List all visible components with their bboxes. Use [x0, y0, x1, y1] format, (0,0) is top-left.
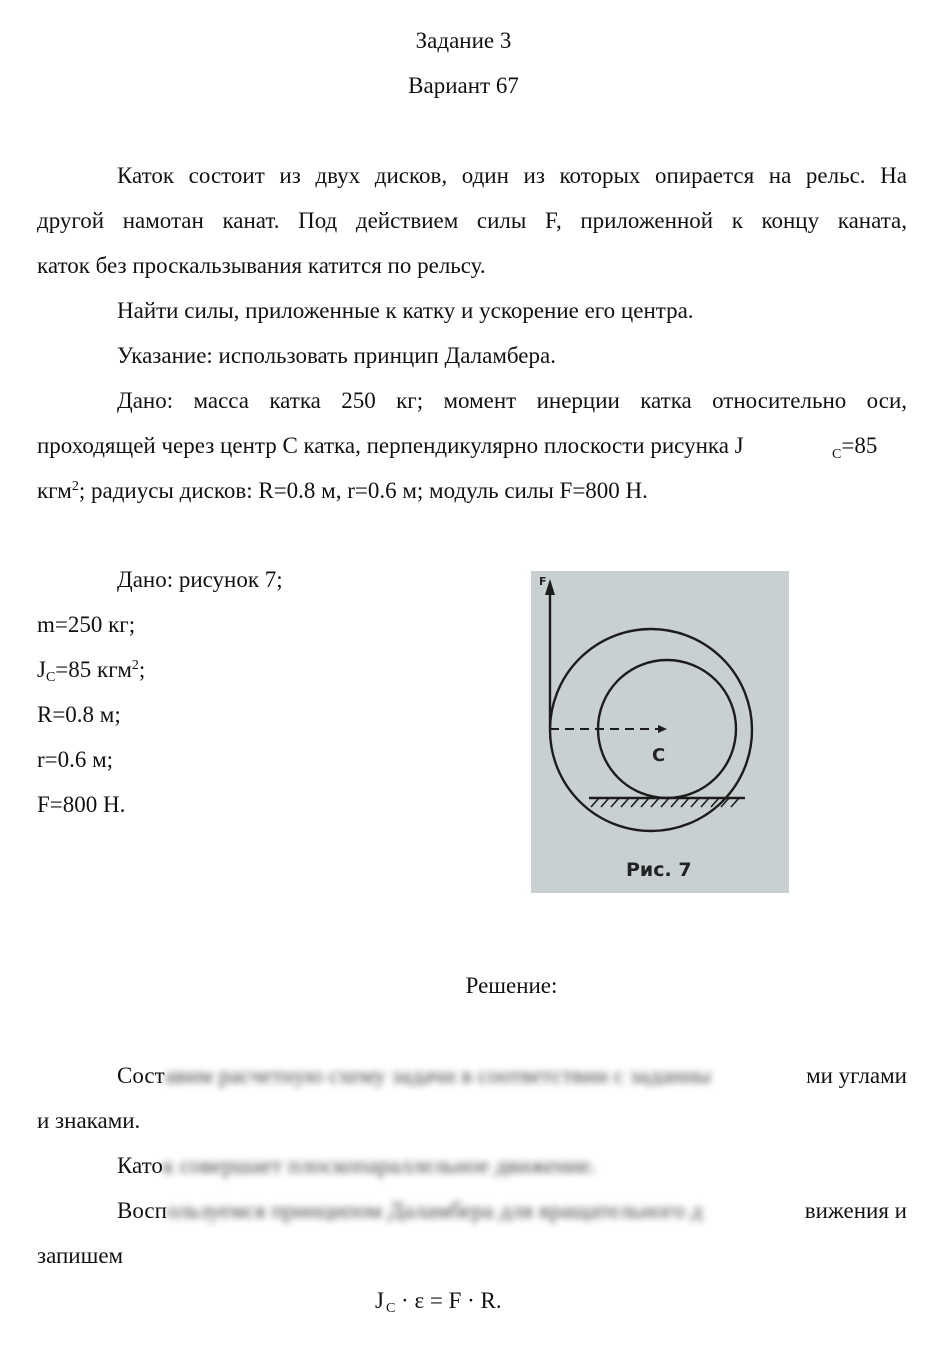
given-j: J	[37, 657, 46, 682]
solution-line-2: и знаками.	[37, 1108, 141, 1133]
problem-hint: Указание: использовать принцип Даламбера.	[117, 343, 556, 368]
problem-given-line-2	[37, 433, 907, 462]
dashed-arrow-head	[658, 725, 667, 733]
jc-subscript: C	[832, 447, 842, 462]
given-big-radius: R=0.8 м;	[37, 702, 121, 727]
figure-caption: Рис. 7	[626, 859, 692, 881]
solution-line-3-start: Като	[117, 1153, 163, 1178]
equation-rest: · ε = F · R.	[395, 1288, 502, 1313]
problem-line-2: другой намотан канат. Под действием силы F, приложенной к концу каната,	[37, 208, 907, 233]
solution-heading: Решение:	[465, 973, 558, 998]
solution-line-1-blurred: авим расчетную схему задачи в соответствии с заданны	[164, 1063, 711, 1088]
solution-line-4-end: вижения и	[804, 1198, 907, 1223]
given-figure-ref: Дано: рисунок 7;	[117, 567, 283, 592]
solution-line-3-blurred: к совершает плоскопараллельное движение.	[162, 1153, 597, 1178]
given-force: F=800 Н.	[37, 792, 126, 817]
roller-diagram	[531, 571, 789, 893]
given-j-end: ;	[138, 657, 146, 682]
center-label: C	[652, 745, 666, 766]
given-mass: m=250 кг;	[37, 612, 136, 637]
problem-line-1: Каток состоит из двух дисков, один из которых опирается на рельс. На	[117, 163, 907, 188]
equation	[375, 1288, 502, 1314]
solution-line-5: запишем	[37, 1243, 124, 1268]
figure-7	[531, 571, 789, 893]
jc-symbol	[832, 433, 878, 462]
given-inertia	[37, 657, 145, 683]
problem-line-3: каток без проскальзывания катится по рельсу.	[37, 253, 486, 278]
problem-task: Найти силы, приложенные к катку и ускорение его центра.	[117, 298, 694, 323]
variant-title: Вариант 67	[408, 73, 519, 98]
unit-kgm: кгм	[37, 478, 72, 503]
solution-line-4-blurred: ользуемся принципом Даламбера для вращательного д	[166, 1198, 703, 1223]
solution-line-3	[117, 1153, 596, 1179]
solution-line-1	[117, 1063, 907, 1089]
radii-and-force: ; радиусы дисков: R=0.8 м, r=0.6 м; модуль силы F=800 Н.	[78, 478, 648, 503]
equation-j-sub: C	[385, 1301, 396, 1316]
jc-value: =85	[841, 433, 878, 458]
problem-given-line-1: Дано: масса катка 250 кг; момент инерции катка относительно оси,	[117, 388, 907, 413]
problem-given-line-3	[37, 478, 648, 504]
solution-line-1-start: Сост	[117, 1063, 165, 1088]
problem-given-line-2-text: проходящей через центр С катка, перпендикулярно плоскости рисунка J	[37, 433, 744, 458]
solution-line-4-start: Восп	[117, 1198, 167, 1223]
solution-line-4	[117, 1198, 907, 1224]
force-label: F	[539, 575, 547, 588]
given-small-radius: r=0.6 м;	[37, 747, 114, 772]
equation-j: J	[375, 1288, 384, 1313]
given-j-value: =85 кгм	[55, 657, 132, 682]
solution-line-1-end: ми углами	[806, 1063, 907, 1088]
given-j-sub: C	[45, 670, 56, 685]
task-title: Задание 3	[415, 28, 512, 53]
given-j-sup: 2	[131, 658, 139, 673]
unit-sup: 2	[71, 479, 79, 494]
